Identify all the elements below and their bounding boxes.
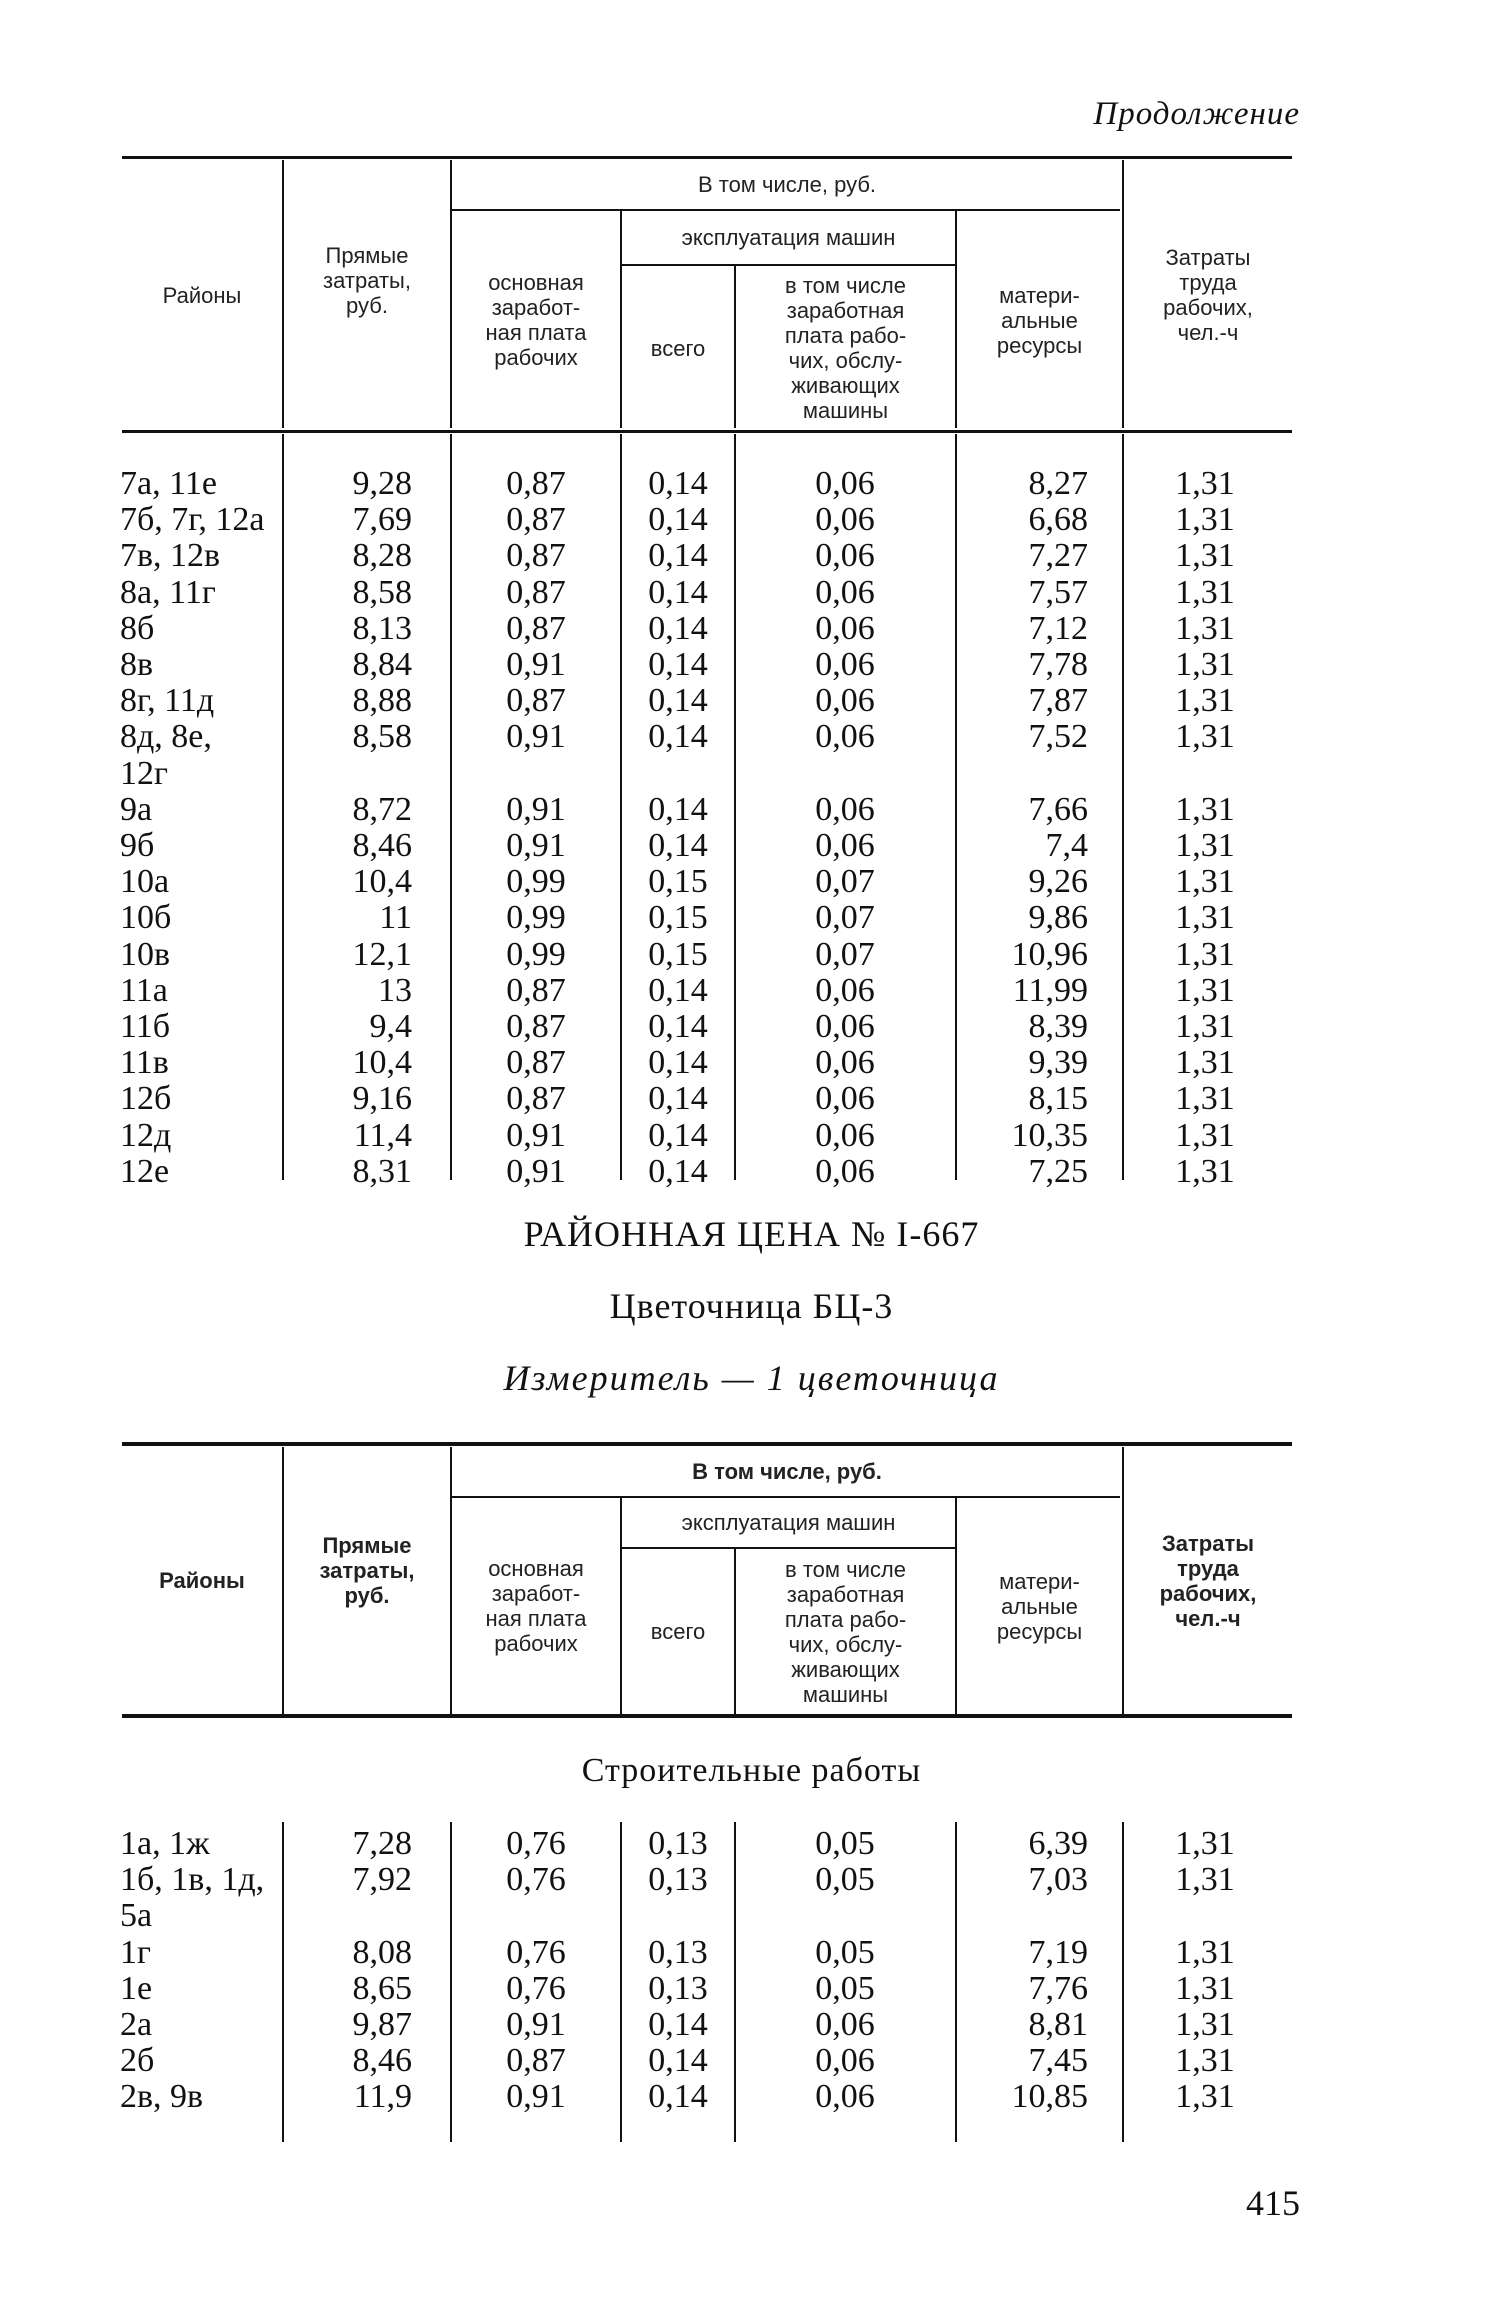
machine-wage-cell: 0,06 xyxy=(815,1044,875,1082)
table-row xyxy=(0,1081,1503,1117)
table1-header-machine-wage: в том числе заработная плата рабо- чих, обслу- живающих машины xyxy=(784,273,907,423)
materials-cell: 7,19 xyxy=(1028,1933,1088,1971)
materials-cell: 7,78 xyxy=(1028,646,1088,683)
machine-wage-cell: 0,06 xyxy=(815,971,875,1009)
machine-wage-cell: 0,05 xyxy=(815,1969,875,2007)
direct-costs-cell: 8,58 xyxy=(352,718,412,756)
base-wage-cell: 0,99 xyxy=(506,899,566,937)
labor-cell: 1,31 xyxy=(1175,827,1235,864)
direct-costs-cell: 9,16 xyxy=(352,1080,412,1118)
direct-costs-cell: 8,65 xyxy=(352,1969,412,2007)
direct-costs-cell: 12,1 xyxy=(352,935,412,973)
labor-cell: 1,31 xyxy=(1175,971,1235,1009)
table-row xyxy=(0,1045,1503,1081)
section-measure: Измеритель — 1 цветочница xyxy=(503,1358,1000,1398)
table2-header-base-wage: основная заработ- ная плата рабочих xyxy=(485,1556,587,1656)
direct-costs-cell: 8,72 xyxy=(352,790,412,828)
materials-cell: 10,96 xyxy=(1011,935,1088,973)
table-row xyxy=(0,1971,1503,2007)
machine-total-cell: 0,14 xyxy=(648,827,708,864)
base-wage-cell: 0,87 xyxy=(506,465,566,502)
machine-total-cell: 0,15 xyxy=(648,899,708,937)
table-row xyxy=(0,647,1503,683)
labor-cell: 1,31 xyxy=(1175,863,1235,901)
materials-cell: 7,76 xyxy=(1028,1969,1088,2007)
machine-wage-cell: 0,06 xyxy=(815,1008,875,1045)
district-cell: 11а xyxy=(120,971,168,1009)
direct-costs-cell: 7,28 xyxy=(352,1825,412,1862)
machine-total-cell: 0,14 xyxy=(648,1008,708,1045)
table1-header-including: В том числе, руб. xyxy=(697,171,877,197)
district-cell: 1а, 1ж xyxy=(120,1825,210,1862)
table1-header-bottom-rule xyxy=(122,430,1292,433)
materials-cell: 7,27 xyxy=(1028,537,1088,575)
table-row xyxy=(0,611,1503,647)
direct-costs-cell: 9,28 xyxy=(352,465,412,502)
machine-total-cell: 0,14 xyxy=(648,465,708,502)
direct-costs-cell: 9,87 xyxy=(352,2006,412,2043)
materials-cell: 6,68 xyxy=(1028,501,1088,539)
machine-total-cell: 0,14 xyxy=(648,718,708,756)
section-title: РАЙОННАЯ ЦЕНА № I-667 xyxy=(523,1214,980,1254)
table2-header-machine-total: всего xyxy=(650,1619,706,1644)
materials-cell: 10,85 xyxy=(1011,2078,1088,2116)
section-item: Цветочница БЦ-3 xyxy=(609,1286,894,1326)
direct-costs-cell: 9,4 xyxy=(369,1008,412,1045)
base-wage-cell: 0,76 xyxy=(506,1825,566,1862)
machine-total-cell: 0,14 xyxy=(648,682,708,720)
machine-total-cell: 0,14 xyxy=(648,573,708,611)
table-row xyxy=(0,1862,1503,1898)
labor-cell: 1,31 xyxy=(1175,501,1235,539)
direct-costs-cell: 8,58 xyxy=(352,573,412,611)
materials-cell: 9,86 xyxy=(1028,899,1088,937)
materials-cell: 7,4 xyxy=(1045,827,1088,864)
table-row xyxy=(0,1009,1503,1045)
district-cell: 12г xyxy=(120,754,168,792)
machine-total-cell: 0,14 xyxy=(648,1152,708,1190)
table2-header-bottom-rule xyxy=(122,1714,1292,1718)
labor-cell: 1,31 xyxy=(1175,1933,1235,1971)
machine-total-cell: 0,14 xyxy=(648,2042,708,2080)
table-row xyxy=(0,1935,1503,1971)
base-wage-cell: 0,87 xyxy=(506,2042,566,2080)
machine-wage-cell: 0,06 xyxy=(815,465,875,502)
table-row xyxy=(0,538,1503,574)
materials-cell: 7,25 xyxy=(1028,1152,1088,1190)
district-cell: 8г, 11д xyxy=(120,682,215,720)
labor-cell: 1,31 xyxy=(1175,537,1235,575)
machine-total-cell: 0,13 xyxy=(648,1861,708,1899)
machine-total-cell: 0,14 xyxy=(648,2006,708,2043)
district-cell: 12е xyxy=(120,1152,170,1190)
base-wage-cell: 0,87 xyxy=(506,1080,566,1118)
machine-total-cell: 0,15 xyxy=(648,863,708,901)
machine-wage-cell: 0,05 xyxy=(815,1825,875,1862)
district-cell: 1г xyxy=(120,1933,151,1971)
base-wage-cell: 0,76 xyxy=(506,1969,566,2007)
materials-cell: 7,87 xyxy=(1028,682,1088,720)
district-cell: 2в, 9в xyxy=(120,2078,204,2116)
table-row xyxy=(0,792,1503,828)
labor-cell: 1,31 xyxy=(1175,1152,1235,1190)
table-row xyxy=(0,2007,1503,2043)
machine-wage-cell: 0,06 xyxy=(815,1152,875,1190)
direct-costs-cell: 11,4 xyxy=(353,1116,412,1154)
labor-cell: 1,31 xyxy=(1175,935,1235,973)
table2-header-machine-operation: эксплуатация машин xyxy=(681,1510,896,1535)
direct-costs-cell: 8,08 xyxy=(352,1933,412,1971)
table-row xyxy=(0,575,1503,611)
machine-total-cell: 0,14 xyxy=(648,790,708,828)
table-row xyxy=(0,900,1503,936)
machine-total-cell: 0,14 xyxy=(648,646,708,683)
base-wage-cell: 0,87 xyxy=(506,971,566,1009)
page-number: 415 xyxy=(1246,2183,1300,2223)
base-wage-cell: 0,91 xyxy=(506,2078,566,2116)
machine-total-cell: 0,15 xyxy=(648,935,708,973)
materials-cell: 7,66 xyxy=(1028,790,1088,828)
table1-top-rule xyxy=(122,156,1292,159)
machine-total-cell: 0,14 xyxy=(648,537,708,575)
table2-header-direct-costs: Прямые затраты, руб. xyxy=(319,1532,415,1608)
machine-total-cell: 0,14 xyxy=(648,2078,708,2116)
machine-wage-cell: 0,05 xyxy=(815,1933,875,1971)
district-cell: 8б xyxy=(120,609,155,647)
materials-cell: 8,27 xyxy=(1028,465,1088,502)
direct-costs-cell: 8,31 xyxy=(352,1152,412,1190)
table-row xyxy=(0,756,1503,792)
materials-cell: 8,39 xyxy=(1028,1008,1088,1045)
table1-header-machine-operation: эксплуатация машин xyxy=(681,225,896,250)
base-wage-cell: 0,87 xyxy=(506,1008,566,1045)
table-row xyxy=(0,719,1503,755)
table-row xyxy=(0,2079,1503,2115)
base-wage-cell: 0,99 xyxy=(506,863,566,901)
table2-header-machine-wage: в том числе заработная плата рабо- чих, обслу- живающих машины xyxy=(784,1556,907,1707)
table2-header-labor: Затраты труда рабочих, чел.-ч xyxy=(1159,1530,1257,1631)
base-wage-cell: 0,87 xyxy=(506,573,566,611)
labor-cell: 1,31 xyxy=(1175,465,1235,502)
labor-cell: 1,31 xyxy=(1175,1044,1235,1082)
district-cell: 8в xyxy=(120,646,154,683)
district-cell: 9б xyxy=(120,827,155,864)
materials-cell: 7,03 xyxy=(1028,1861,1088,1899)
materials-cell: 7,57 xyxy=(1028,573,1088,611)
materials-cell: 7,52 xyxy=(1028,718,1088,756)
direct-costs-cell: 8,28 xyxy=(352,537,412,575)
machine-wage-cell: 0,06 xyxy=(815,718,875,756)
table2-top-rule xyxy=(122,1442,1292,1446)
base-wage-cell: 0,87 xyxy=(506,537,566,575)
table-row xyxy=(0,2043,1503,2079)
labor-cell: 1,31 xyxy=(1175,1861,1235,1899)
machine-wage-cell: 0,07 xyxy=(815,863,875,901)
base-wage-cell: 0,87 xyxy=(506,501,566,539)
table-row xyxy=(0,683,1503,719)
table-row xyxy=(0,937,1503,973)
table-row xyxy=(0,828,1503,864)
base-wage-cell: 0,91 xyxy=(506,2006,566,2043)
labor-cell: 1,31 xyxy=(1175,646,1235,683)
district-cell: 10в xyxy=(120,935,171,973)
labor-cell: 1,31 xyxy=(1175,682,1235,720)
direct-costs-cell: 11 xyxy=(379,899,412,937)
materials-cell: 10,35 xyxy=(1011,1116,1088,1154)
materials-cell: 11,99 xyxy=(1012,971,1088,1009)
materials-cell: 9,39 xyxy=(1028,1044,1088,1082)
base-wage-cell: 0,87 xyxy=(506,1044,566,1082)
direct-costs-cell: 8,46 xyxy=(352,827,412,864)
district-cell: 2б xyxy=(120,2042,155,2080)
direct-costs-cell: 8,46 xyxy=(352,2042,412,2080)
materials-cell: 6,39 xyxy=(1028,1825,1088,1862)
base-wage-cell: 0,91 xyxy=(506,718,566,756)
district-cell: 12д xyxy=(120,1116,172,1154)
machine-total-cell: 0,14 xyxy=(648,1080,708,1118)
district-cell: 1е xyxy=(120,1969,153,2007)
machine-wage-cell: 0,06 xyxy=(815,2042,875,2080)
direct-costs-cell: 10,4 xyxy=(352,863,412,901)
labor-cell: 1,31 xyxy=(1175,1008,1235,1045)
materials-cell: 8,81 xyxy=(1028,2006,1088,2043)
district-cell: 8а, 11г xyxy=(120,573,216,611)
direct-costs-cell: 7,92 xyxy=(352,1861,412,1899)
materials-cell: 9,26 xyxy=(1028,863,1088,901)
district-cell: 5а xyxy=(120,1897,153,1935)
machine-wage-cell: 0,07 xyxy=(815,899,875,937)
district-cell: 8д, 8е, xyxy=(120,718,212,756)
base-wage-cell: 0,91 xyxy=(506,790,566,828)
machine-wage-cell: 0,06 xyxy=(815,827,875,864)
base-wage-cell: 0,87 xyxy=(506,609,566,647)
district-cell: 7б, 7г, 12а xyxy=(120,501,265,539)
base-wage-cell: 0,91 xyxy=(506,827,566,864)
machine-total-cell: 0,14 xyxy=(648,971,708,1009)
machine-wage-cell: 0,06 xyxy=(815,2006,875,2043)
direct-costs-cell: 7,69 xyxy=(352,501,412,539)
district-cell: 1б, 1в, 1д, xyxy=(120,1861,265,1899)
district-cell: 2а xyxy=(120,2006,153,2043)
base-wage-cell: 0,91 xyxy=(506,1116,566,1154)
direct-costs-cell: 8,88 xyxy=(352,682,412,720)
materials-cell: 8,15 xyxy=(1028,1080,1088,1118)
machine-total-cell: 0,14 xyxy=(648,1116,708,1154)
labor-cell: 1,31 xyxy=(1175,790,1235,828)
table2-header-materials: матери- альные ресурсы xyxy=(996,1568,1083,1644)
labor-cell: 1,31 xyxy=(1175,609,1235,647)
machine-wage-cell: 0,06 xyxy=(815,646,875,683)
machine-wage-cell: 0,05 xyxy=(815,1861,875,1899)
labor-cell: 1,31 xyxy=(1175,1825,1235,1862)
table1-header-machine-total: всего xyxy=(650,335,706,361)
district-cell: 7в, 12в xyxy=(120,537,221,575)
table-row xyxy=(0,1898,1503,1934)
materials-cell: 7,45 xyxy=(1028,2042,1088,2080)
machine-total-cell: 0,14 xyxy=(648,609,708,647)
machine-wage-cell: 0,06 xyxy=(815,609,875,647)
direct-costs-cell: 10,4 xyxy=(352,1044,412,1082)
labor-cell: 1,31 xyxy=(1175,1116,1235,1154)
table-row xyxy=(0,864,1503,900)
district-cell: 9а xyxy=(120,790,153,828)
table-row xyxy=(0,502,1503,538)
table2-subheading: Строительные работы xyxy=(581,1752,922,1789)
labor-cell: 1,31 xyxy=(1175,2078,1235,2116)
direct-costs-cell: 11,9 xyxy=(353,2078,412,2116)
direct-costs-cell: 8,13 xyxy=(352,609,412,647)
table1-header-materials: матери- альные ресурсы xyxy=(996,282,1083,358)
machine-total-cell: 0,14 xyxy=(648,501,708,539)
machine-total-cell: 0,13 xyxy=(648,1933,708,1971)
base-wage-cell: 0,87 xyxy=(506,682,566,720)
labor-cell: 1,31 xyxy=(1175,573,1235,611)
machine-total-cell: 0,14 xyxy=(648,1044,708,1082)
machine-wage-cell: 0,06 xyxy=(815,790,875,828)
table1-header-base-wage: основная заработ- ная плата рабочих xyxy=(485,270,587,370)
labor-cell: 1,31 xyxy=(1175,899,1235,937)
machine-wage-cell: 0,06 xyxy=(815,1116,875,1154)
table2-header-districts: Районы xyxy=(159,1568,245,1593)
materials-cell: 7,12 xyxy=(1028,609,1088,647)
district-cell: 11б xyxy=(120,1008,171,1045)
base-wage-cell: 0,76 xyxy=(506,1861,566,1899)
direct-costs-cell: 8,84 xyxy=(352,646,412,683)
district-cell: 12б xyxy=(120,1080,172,1118)
district-cell: 7а, 11е xyxy=(120,465,217,502)
running-head: Продолжение xyxy=(1093,96,1300,132)
labor-cell: 1,31 xyxy=(1175,718,1235,756)
district-cell: 10а xyxy=(120,863,170,901)
base-wage-cell: 0,91 xyxy=(506,646,566,683)
machine-wage-cell: 0,06 xyxy=(815,573,875,611)
base-wage-cell: 0,91 xyxy=(506,1152,566,1190)
table-row xyxy=(0,1826,1503,1862)
machine-wage-cell: 0,06 xyxy=(815,682,875,720)
direct-costs-cell: 13 xyxy=(378,971,412,1009)
machine-total-cell: 0,13 xyxy=(648,1969,708,2007)
labor-cell: 1,31 xyxy=(1175,1080,1235,1118)
machine-total-cell: 0,13 xyxy=(648,1825,708,1862)
base-wage-cell: 0,99 xyxy=(506,935,566,973)
machine-wage-cell: 0,06 xyxy=(815,537,875,575)
base-wage-cell: 0,76 xyxy=(506,1933,566,1971)
table2-header-including: В том числе, руб. xyxy=(692,1458,882,1484)
labor-cell: 1,31 xyxy=(1175,2042,1235,2080)
table1-header-districts: Районы xyxy=(162,282,242,308)
labor-cell: 1,31 xyxy=(1175,2006,1235,2043)
table-row xyxy=(0,1118,1503,1154)
table1-header-labor: Затраты труда рабочих, чел.-ч xyxy=(1163,245,1253,345)
table-row xyxy=(0,1154,1503,1190)
machine-wage-cell: 0,07 xyxy=(815,935,875,973)
machine-wage-cell: 0,06 xyxy=(815,501,875,539)
machine-wage-cell: 0,06 xyxy=(815,1080,875,1118)
machine-wage-cell: 0,06 xyxy=(815,2078,875,2116)
district-cell: 10б xyxy=(120,899,172,937)
table-row xyxy=(0,466,1503,502)
district-cell: 11в xyxy=(120,1044,169,1082)
labor-cell: 1,31 xyxy=(1175,1969,1235,2007)
table1-header-direct-costs: Прямые затраты, руб. xyxy=(323,242,411,318)
table-row xyxy=(0,973,1503,1009)
